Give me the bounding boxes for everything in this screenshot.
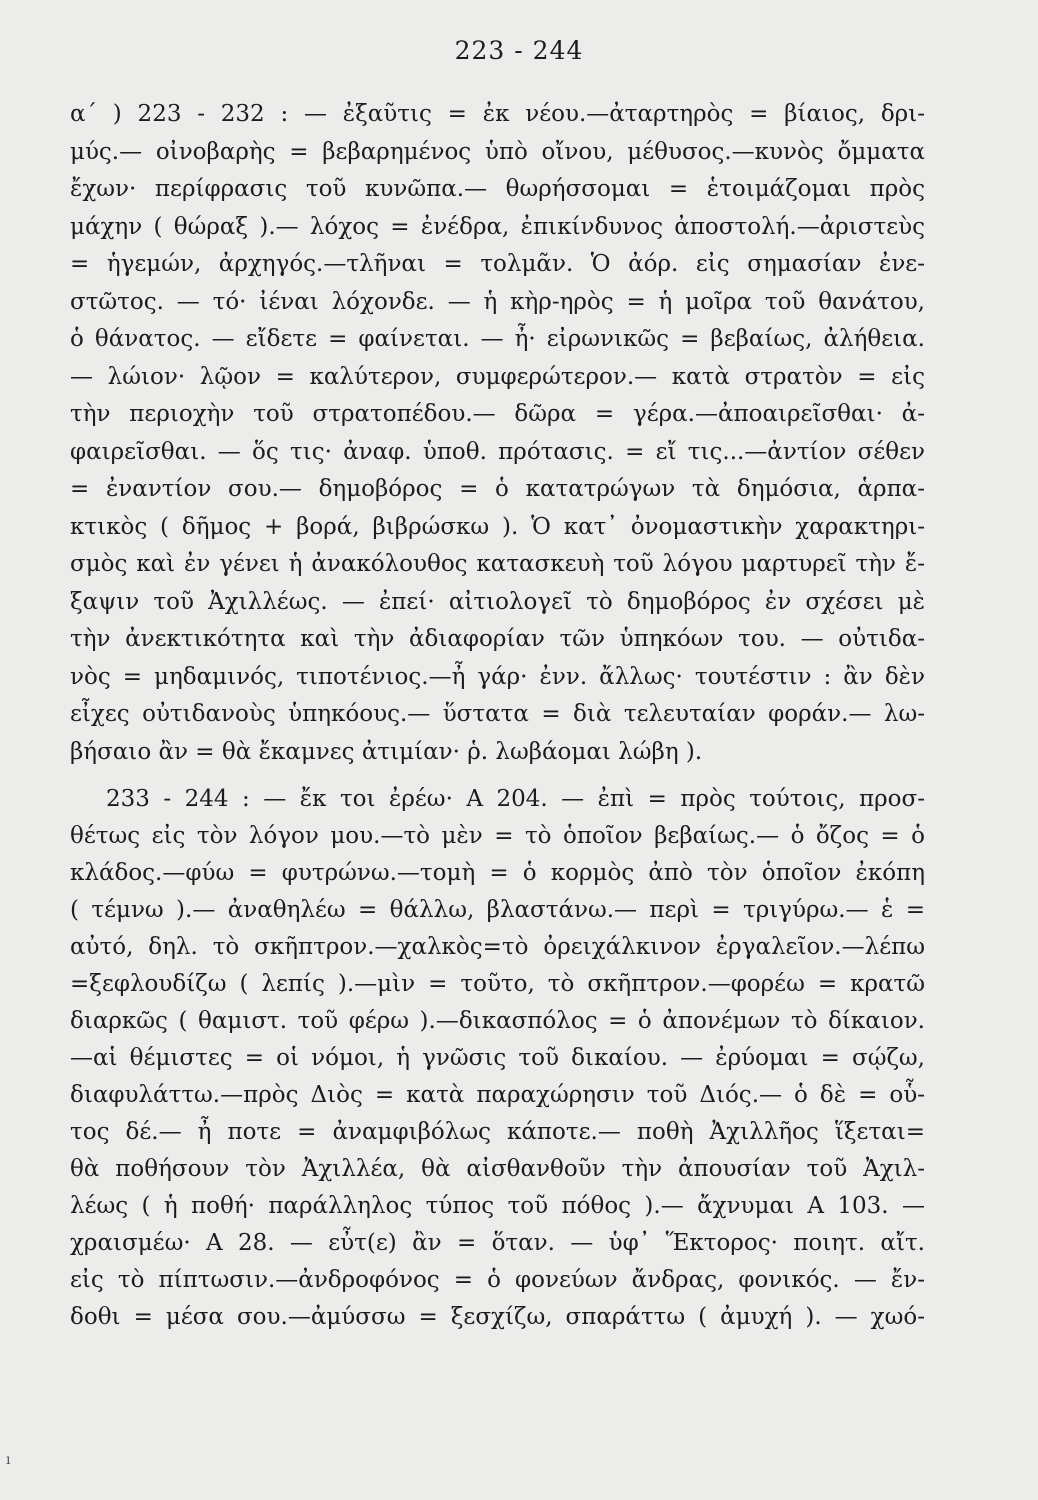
text-line: — λώιον· λῷον = καλύτερον, συμφερώτερον.— κατὰ στρατὸν = εἰς [70, 363, 925, 390]
text-line: ( τέμνω ).— ἀναθηλέω = θάλλω, βλαστάνω.— περὶ = τριγύρω.— ἑ = [70, 897, 925, 923]
text-line: τὴν περιοχὴν τοῦ στρατοπέδου.— δῶρα = γέρα.—ἀποαιρεῖσθαι· ἀ- [70, 401, 925, 427]
corner-mark: ı [6, 1452, 11, 1468]
text-line: θέτως εἰς τὸν λόγον μου.—τὸ μὲν = τὸ ὁποῖον βεβαίως.— ὁ ὄζος = ὁ [70, 823, 925, 849]
text-line: =ξεφλουδίζω ( λεπίς ).—μὶν = τοῦτο, τὸ σκῆπτρον.—φορέω = κρατῶ [70, 971, 925, 997]
text-line: εἶχες οὐτιδανοὺς ὑπηκόους.— ὕστατα = διὰ τελευταίαν φοράν.— λω- [70, 701, 925, 727]
text-line: θὰ ποθήσουν τὸν Ἀχιλλέα, θὰ αἰσθανθοῦν τὴν ἀπουσίαν τοῦ Ἀχιλ- [70, 1156, 925, 1182]
text-line: ὁ θάνατος. — εἴδετε = φαίνεται. — ἦ· εἰρωνικῶς = βεβαίως, ἀλήθεια. [70, 326, 925, 352]
text-line: τος δέ.— ἦ ποτε = ἀναμφιβόλως κάποτε.— ποθὴ Ἀχιλλῆος ἵξεται= [70, 1119, 925, 1145]
text-line: ξαψιν τοῦ Ἀχιλλέως. — ἐπεί· αἰτιολογεῖ τὸ δημοβόρος ἐν σχέσει μὲ [70, 588, 925, 615]
text-line: 233 - 244 : — ἔκ τοι ἐρέω· Α 204. — ἐπὶ = πρὸς τούτοις, προσ- [106, 786, 925, 812]
text-line: κτικὸς ( δῆμος + βορά, βιβρώσκω ). Ὁ κατ᾿ ὀνομαστικὴν χαρακτηρι- [70, 513, 925, 540]
text-line: λέως ( ἡ ποθή· παράλληλος τύπος τοῦ πόθος ).— ἄχνυμαι Α 103. — [70, 1193, 925, 1219]
text-line: = ἡγεμών, ἀρχηγός.—τλῆναι = τολμᾶν. Ὁ ἀόρ. εἰς σημασίαν ἐνε- [70, 251, 925, 277]
text-line: σμὸς καὶ ἐν γένει ἡ ἀνακόλουθος κατασκευὴ τοῦ λόγου μαρτυρεῖ τὴν ἔ- [70, 551, 925, 577]
text-line: στῶτος. — τό· ἰέναι λόχονδε. — ἡ κὴρ-ηρὸς = ἡ μοῖρα τοῦ θανάτου, [70, 288, 925, 315]
section-223-232 [70, 96, 925, 771]
section-233-244 [70, 781, 925, 1336]
text-line: χραισμέω· Α 28. — εὖτ(ε) ἂν = ὅταν. — ὑφ᾿ Ἕκτορος· ποιητ. αἴτ. [70, 1230, 925, 1256]
text-line: α΄ ) 223 - 232 : — ἐξαῦτις = ἐκ νέου.—ἀταρτηρὸς = βίαιος, δρι- [70, 101, 925, 127]
text-line: μύς.— οἰνοβαρὴς = βεβαρημένος ὑπὸ οἴνου, μέθυσος.—κυνὸς ὄμματα [70, 138, 925, 165]
text-line: βήσαιο ἂν = θὰ ἔκαμνες ἀτιμίαν· ῥ. λωβάομαι λώβη ). [70, 738, 703, 765]
page-header: 223 - 244 [454, 36, 584, 65]
text-line: αὐτό, δηλ. τὸ σκῆπτρον.—χαλκὸς=τὸ ὀρειχάλκινον ἐργαλεῖον.—λέπω [70, 934, 925, 960]
text-line: μάχην ( θώραξ ).— λόχος = ἐνέδρα, ἐπικίνδυνος ἀποστολή.—ἀριστεὺς [70, 213, 925, 240]
text-line: ἔχων· περίφρασις τοῦ κυνῶπα.— θωρήσσομαι = ἑτοιμάζομαι πρὸς [70, 176, 925, 202]
text-line: εἰς τὸ πίπτωσιν.—ἀνδροφόνος = ὁ φονεύων ἄνδρας, φονικός. — ἔν- [70, 1267, 925, 1293]
text-line: τὴν ἀνεκτικότητα καὶ τὴν ἀδιαφορίαν τῶν ὑπηκόων του. — οὐτιδα- [70, 626, 925, 652]
text-line: κλάδος.—φύω = φυτρώνω.—τομὴ = ὁ κορμὸς ἀπὸ τὸν ὁποῖον ἐκόπη [70, 860, 925, 886]
text-line: διαρκῶς ( θαμιστ. τοῦ φέρω ).—δικασπόλος = ὁ ἀπονέμων τὸ δίκαιον. [70, 1008, 925, 1034]
text-line: δοθι = μέσα σου.—ἀμύσσω = ξεσχίζω, σπαράττω ( ἀμυχή ). — χωό- [70, 1304, 925, 1330]
text-line: —αἱ θέμιστες = οἱ νόμοι, ἡ γνῶσις τοῦ δικαίου. — ἐρύομαι = σῴζω, [70, 1045, 925, 1071]
text-line: = ἐναντίον σου.— δημοβόρος = ὁ κατατρώγων τὰ δημόσια, ἁρπα- [70, 476, 925, 502]
text-line: νὸς = μηδαμινός, τιποτένιος.—ἦ γάρ· ἐνν. ἄλλως· τουτέστιν : ἂν δὲν [70, 663, 925, 690]
text-line: φαιρεῖσθαι. — ὅς τις· ἀναφ. ὑποθ. πρότασις. = εἴ τις...—ἀντίον σέθεν [70, 438, 925, 465]
text-line: διαφυλάττω.—πρὸς Διὸς = κατὰ παραχώρησιν τοῦ Διός.— ὁ δὲ = οὗ- [70, 1082, 925, 1108]
